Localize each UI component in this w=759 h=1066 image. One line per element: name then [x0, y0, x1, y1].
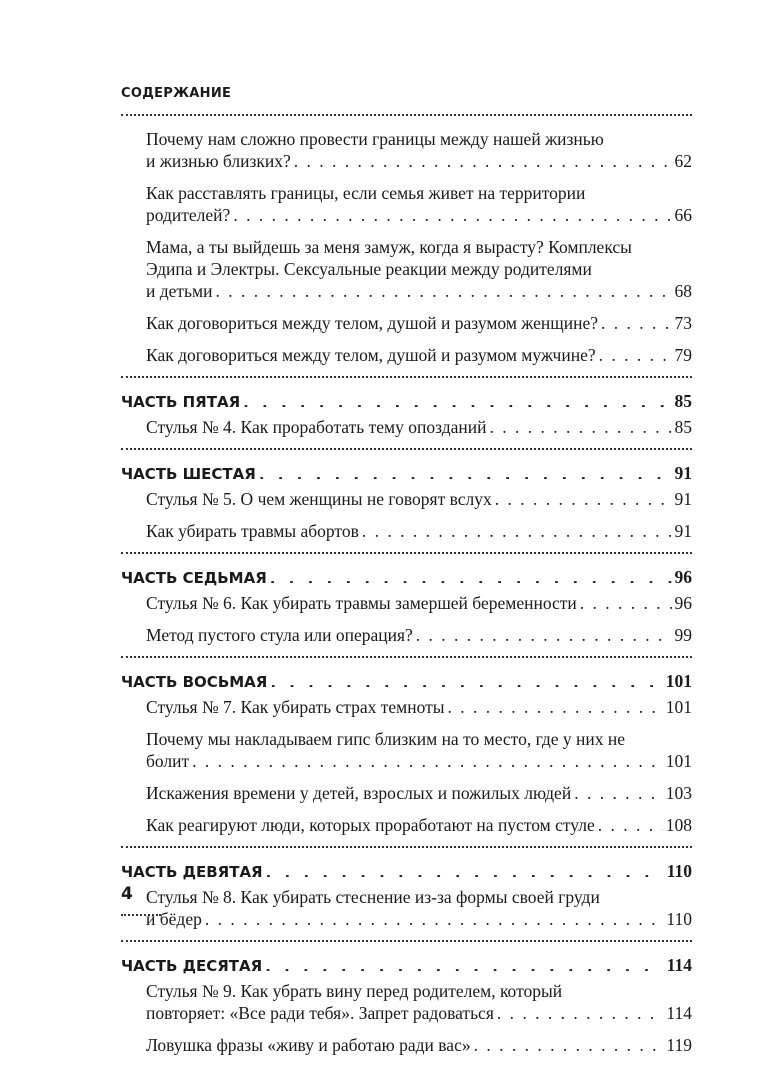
- toc-entry-title: Стулья № 4. Как проработать тему опозданий: [146, 417, 487, 437]
- toc-part-title: ЧАСТЬ СЕДЬМАЯ: [121, 569, 267, 587]
- toc-entry-title: Метод пустого стула или операция?: [146, 625, 413, 645]
- toc-part: [121, 954, 692, 1056]
- toc-entry-page: 110: [666, 909, 692, 929]
- toc-entry-title: Искажения времени у детей, взрослых и пожилых людей: [146, 783, 572, 803]
- toc-part-title: ЧАСТЬ ДЕСЯТАЯ: [121, 957, 263, 975]
- section-divider: [121, 552, 692, 554]
- toc-entry-title: болит: [146, 751, 190, 771]
- dot-leader: [294, 150, 672, 168]
- toc-part-page: 101: [665, 671, 692, 691]
- toc-entry-page: 108: [665, 815, 692, 835]
- toc-part-heading[interactable]: [121, 670, 692, 693]
- toc-entry[interactable]: [146, 782, 692, 804]
- toc-entry[interactable]: [146, 488, 692, 510]
- toc-entry[interactable]: [146, 728, 692, 772]
- toc-entry[interactable]: [146, 182, 692, 226]
- toc-part-page: 96: [674, 567, 692, 587]
- toc-entry-title-line: Стулья № 8. Как убирать стеснение из-за формы своей груди: [146, 887, 600, 907]
- toc-part: [121, 860, 692, 930]
- section-divider: [121, 656, 692, 658]
- toc-entry-page: 103: [665, 783, 692, 803]
- dot-leader: [448, 696, 663, 714]
- toc-entry-title: Стулья № 5. О чем женщины не говорят вслух: [146, 489, 492, 509]
- toc-entry[interactable]: [146, 696, 692, 718]
- toc-part-title: ЧАСТЬ ДЕВЯТАЯ: [121, 863, 263, 881]
- toc-entry-title-line: Почему мы накладываем гипс близким на то место, где у них не: [146, 729, 626, 749]
- toc-part-page: 85: [674, 391, 692, 411]
- toc-entry-title: Стулья № 6. Как убирать травмы замершей беременности: [146, 593, 577, 613]
- section-divider: [121, 448, 692, 450]
- toc-part-page: 110: [666, 861, 692, 881]
- toc-part: [121, 390, 692, 438]
- toc-entry-page: 114: [666, 1003, 692, 1023]
- toc-entry-page: 91: [674, 521, 692, 541]
- dot-leader: [601, 312, 671, 330]
- dot-leader: [495, 488, 672, 506]
- dot-leader: [362, 520, 672, 538]
- toc-entry-title: и бёдер: [146, 909, 202, 929]
- dot-leader: [270, 672, 662, 687]
- toc-entry-title-line: Эдипа и Электры. Сексуальные реакции между родителями: [146, 259, 592, 279]
- section-divider: [121, 940, 692, 942]
- toc-entry-page: 99: [674, 625, 692, 645]
- dot-leader: [215, 280, 671, 298]
- toc-part-heading[interactable]: [121, 462, 692, 485]
- toc-entry-title-line: Стулья № 9. Как убрать вину перед родителем, который: [146, 981, 563, 1001]
- toc-entry-page: 96: [674, 593, 692, 613]
- toc-entry-title: Как убирать травмы абортов: [146, 521, 359, 541]
- dot-leader: [259, 464, 672, 479]
- toc-entry[interactable]: [146, 416, 692, 438]
- toc-entry[interactable]: [146, 1034, 692, 1056]
- section-divider: [121, 376, 692, 378]
- dot-leader: [192, 750, 663, 768]
- toc-entry-title: Ловушка фразы «живу и работаю ради вас»: [146, 1035, 471, 1055]
- toc-entry[interactable]: [146, 312, 692, 334]
- dot-leader: [489, 416, 671, 434]
- toc-entry-page: 66: [674, 205, 692, 225]
- toc-entry-page: 73: [674, 313, 692, 333]
- toc-entry-page: 85: [674, 417, 692, 437]
- toc-entry-title: Как реагируют люди, которых проработают на пустом стуле: [146, 815, 595, 835]
- page-number: 4: [121, 884, 133, 904]
- dot-leader: [265, 956, 664, 971]
- toc-entry[interactable]: [146, 886, 692, 930]
- toc-entry-page: 101: [665, 751, 692, 771]
- toc-entry-title: повторяет: «Все ради тебя». Запрет радоваться: [146, 1003, 494, 1023]
- toc-part: [121, 670, 692, 836]
- dot-leader: [474, 1034, 664, 1052]
- dot-leader: [599, 344, 672, 362]
- toc-part-heading[interactable]: [121, 566, 692, 589]
- table-of-contents: [121, 128, 692, 1066]
- toc-entry[interactable]: [146, 128, 692, 172]
- toc-part-heading[interactable]: [121, 860, 692, 883]
- section-divider: [121, 846, 692, 848]
- toc-entry-page: 79: [674, 345, 692, 365]
- dot-leader: [233, 204, 671, 222]
- dot-leader: [243, 392, 671, 407]
- toc-entry[interactable]: [146, 236, 692, 302]
- toc-entry[interactable]: [146, 592, 692, 614]
- toc-entry[interactable]: [146, 520, 692, 542]
- toc-entry-title: и детьми: [146, 281, 213, 301]
- toc-part-title: ЧАСТЬ ВОСЬМАЯ: [121, 673, 268, 691]
- dot-leader: [574, 782, 663, 800]
- toc-entry-title: Как договориться между телом, душой и разумом женщине?: [146, 313, 599, 333]
- toc-entry-page: 119: [666, 1035, 692, 1055]
- toc-entry[interactable]: [146, 980, 692, 1024]
- toc-entry-page: 101: [665, 697, 692, 717]
- dot-leader: [497, 1002, 664, 1020]
- toc-part-title: ЧАСТЬ ПЯТАЯ: [121, 393, 241, 411]
- toc-entry-page: 62: [674, 151, 692, 171]
- toc-part-heading[interactable]: [121, 390, 692, 413]
- dot-leader: [270, 568, 672, 583]
- toc-entry[interactable]: [146, 624, 692, 646]
- toc-part-heading[interactable]: [121, 954, 692, 977]
- toc-entry[interactable]: [146, 344, 692, 366]
- toc-entry-title: Стулья № 7. Как убирать страх темноты: [146, 697, 445, 717]
- toc-entry-page: 91: [674, 489, 692, 509]
- toc-part-page: 91: [674, 463, 692, 483]
- dot-leader: [580, 592, 672, 610]
- toc-entry-title-line: Как расставлять границы, если семья живет на территории: [146, 183, 586, 203]
- toc-entry-title: Как договориться между телом, душой и разумом мужчине?: [146, 345, 596, 365]
- toc-entry-title-line: Почему нам сложно провести границы между нашей жизнью: [146, 129, 604, 149]
- toc-part: [121, 462, 692, 542]
- dot-leader: [266, 862, 664, 877]
- running-header: СОДЕРЖАНИЕ: [121, 86, 232, 101]
- toc-part: [121, 566, 692, 646]
- toc-entry-title: и жизнью близких?: [146, 151, 291, 171]
- dot-leader: [598, 814, 663, 832]
- toc-part-title: ЧАСТЬ ШЕСТАЯ: [121, 465, 256, 483]
- toc-entry-title: родителей?: [146, 205, 231, 225]
- toc-entry[interactable]: [146, 814, 692, 836]
- toc-entry-page: 68: [674, 281, 692, 301]
- footer-divider: [121, 914, 161, 916]
- dot-leader: [416, 624, 672, 642]
- header-divider: [121, 114, 692, 116]
- toc-entry-title-line: Мама, а ты выйдешь за меня замуж, когда я вырасту? Комплексы: [146, 237, 632, 257]
- toc-part-page: 114: [666, 955, 692, 975]
- dot-leader: [205, 908, 664, 926]
